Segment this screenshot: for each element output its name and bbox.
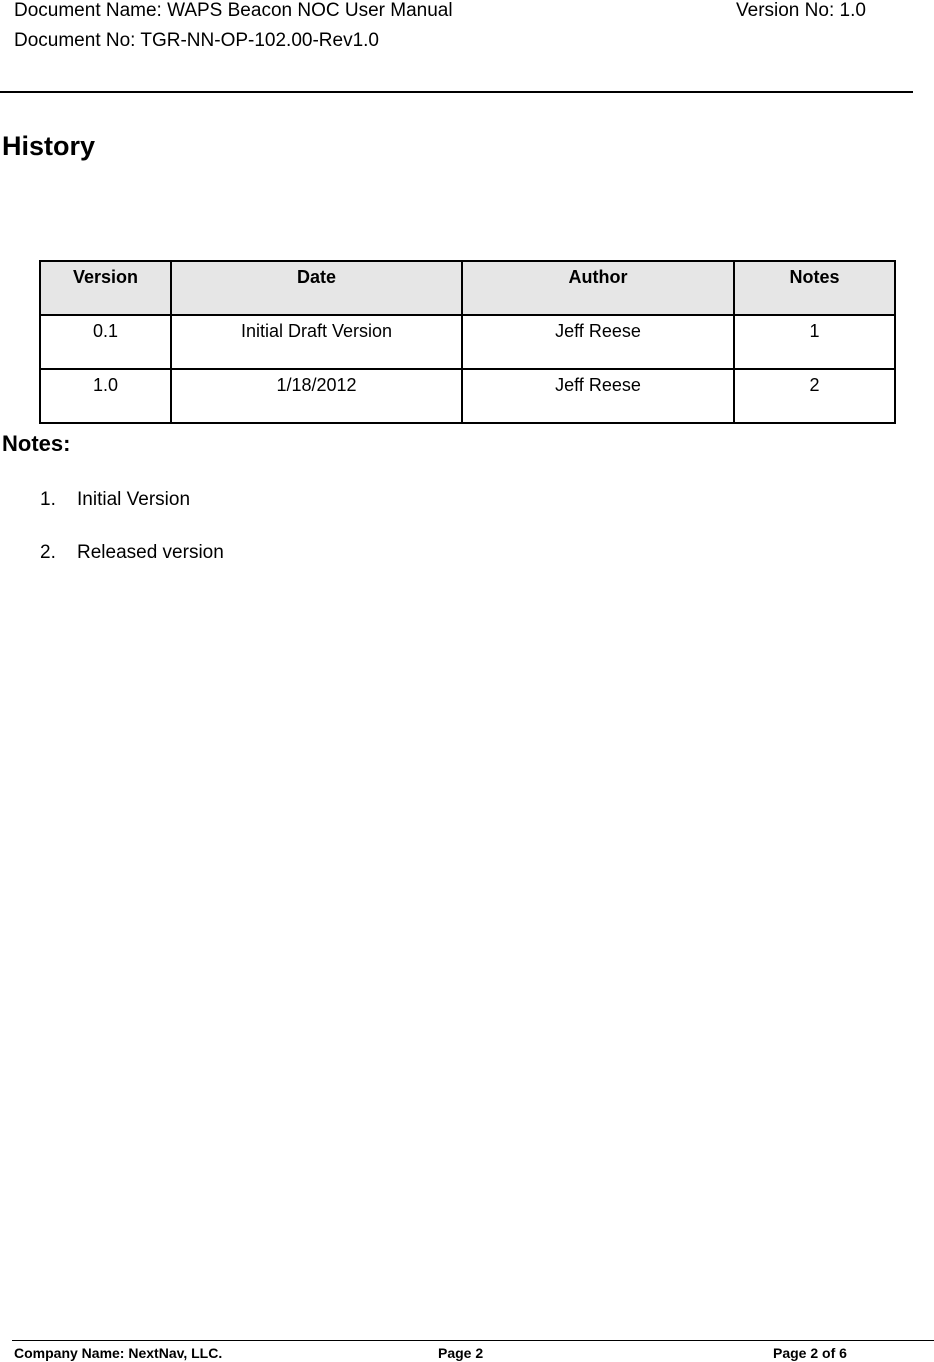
column-header-notes: Notes — [734, 261, 895, 315]
list-item — [40, 541, 224, 565]
cell-date: 1/18/2012 — [171, 369, 462, 423]
list-item-text: Released version — [77, 542, 224, 563]
column-header-author: Author — [462, 261, 734, 315]
cell-author: Jeff Reese — [462, 369, 734, 423]
table-row — [40, 315, 895, 369]
table-header-row — [40, 261, 895, 315]
cell-author: Jeff Reese — [462, 315, 734, 369]
footer-divider — [12, 1340, 934, 1341]
list-item-number: 2. — [40, 542, 56, 563]
column-header-version: Version — [40, 261, 171, 315]
footer-company-name: Company Name: NextNav, LLC. — [14, 1345, 223, 1361]
list-item-number: 1. — [40, 489, 56, 510]
header-divider — [0, 91, 913, 93]
cell-version: 0.1 — [40, 315, 171, 369]
cell-notes: 1 — [734, 315, 895, 369]
list-item-text: Initial Version — [77, 489, 191, 510]
history-table — [39, 260, 896, 424]
notes-heading: Notes: — [2, 431, 71, 456]
cell-date: Initial Draft Version — [171, 315, 462, 369]
cell-version: 1.0 — [40, 369, 171, 423]
footer-page-count: Page 2 of 6 — [773, 1345, 847, 1361]
column-header-date: Date — [171, 261, 462, 315]
cell-notes: 2 — [734, 369, 895, 423]
list-item — [40, 488, 190, 512]
table-row — [40, 369, 895, 423]
history-heading: History — [2, 131, 96, 161]
document-number: Document No: TGR-NN-OP-102.00-Rev1.0 — [14, 30, 379, 51]
footer-page-number: Page 2 — [438, 1345, 484, 1361]
version-number: Version No: 1.0 — [736, 0, 866, 21]
document-name: Document Name: WAPS Beacon NOC User Manual — [14, 0, 453, 21]
